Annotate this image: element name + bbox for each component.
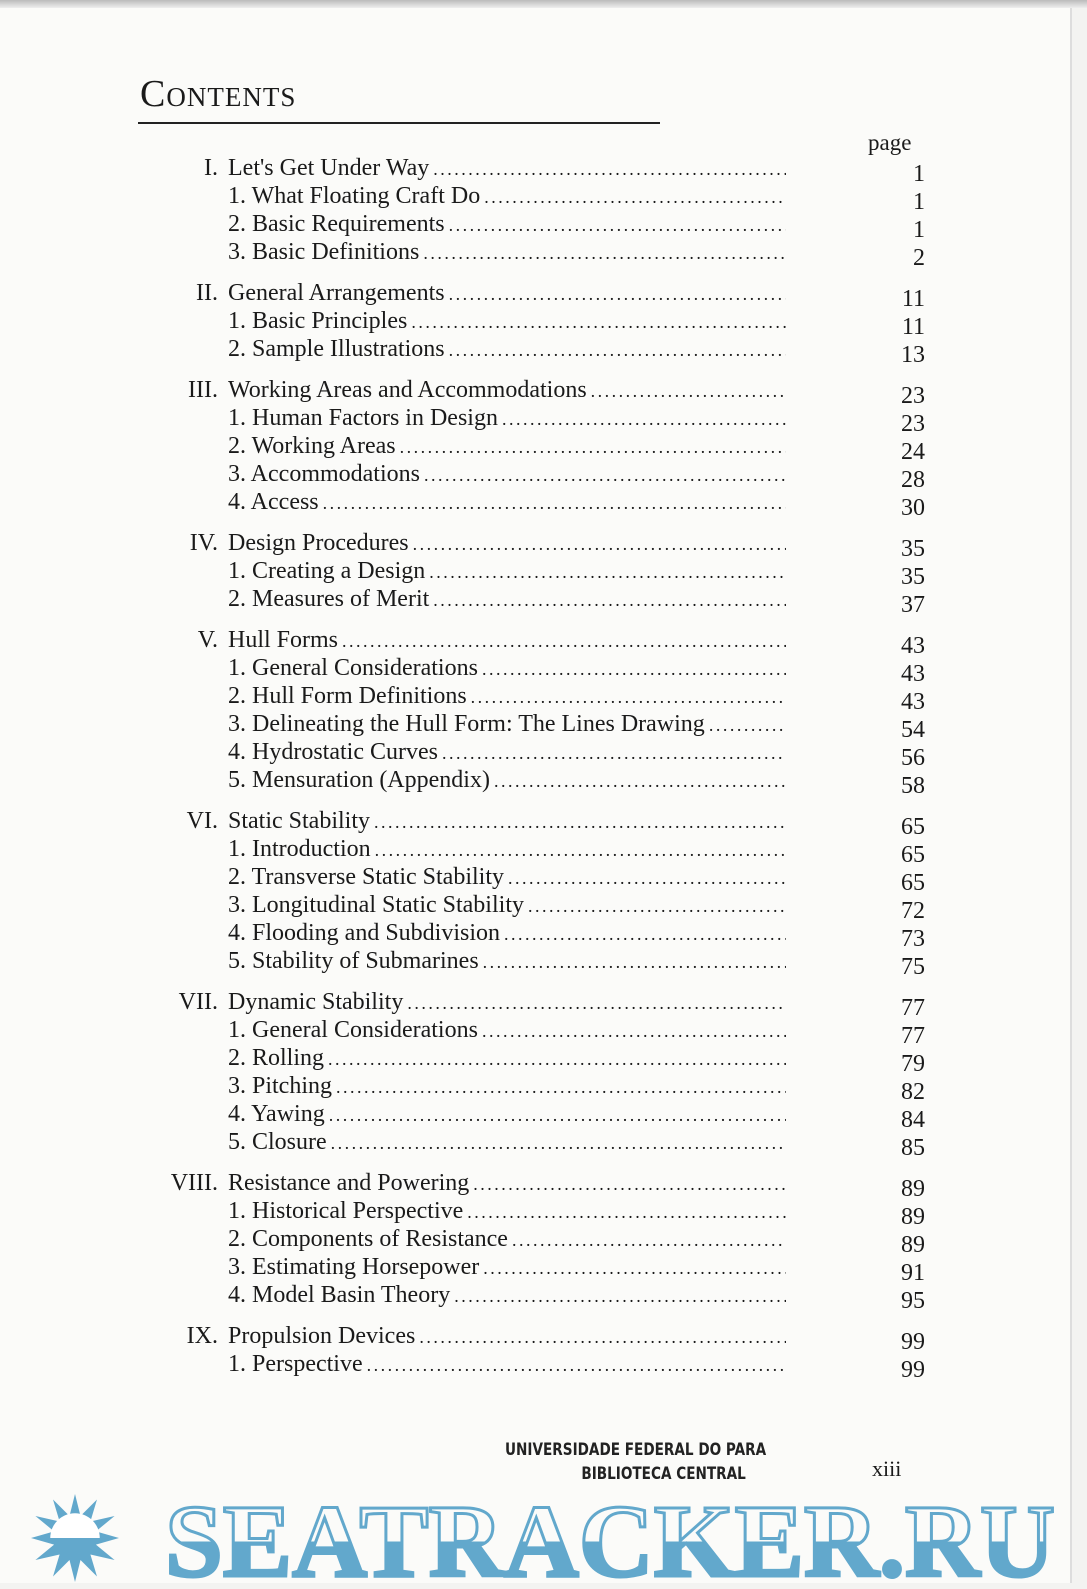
entry-title: 1. Creating a Design — [228, 558, 426, 584]
dot-leader — [508, 868, 786, 889]
page-number: 11 — [901, 314, 925, 340]
page-number: 58 — [901, 773, 925, 799]
entry-title: 5. Closure — [228, 1129, 327, 1155]
page-number: 79 — [901, 1051, 925, 1077]
dot-leader — [471, 687, 786, 708]
dot-leader — [449, 284, 786, 305]
entry-title: 3. Pitching — [228, 1073, 333, 1099]
entry-title: 3. Longitudinal Static Stability — [228, 892, 524, 918]
dot-leader — [483, 1258, 786, 1279]
page-number: 75 — [901, 954, 925, 980]
chapter-entry — [140, 155, 925, 187]
dot-leader — [442, 743, 786, 764]
dot-leader — [375, 840, 786, 861]
dot-leader — [473, 1174, 786, 1195]
page-number: 30 — [901, 495, 925, 521]
page-number: 77 — [901, 995, 925, 1021]
watermark-text: SEATRACKER.RU — [165, 1492, 1055, 1584]
entry-title: General Arrangements — [228, 280, 445, 306]
entry-title: Resistance and Powering — [228, 1170, 470, 1196]
dot-leader — [709, 715, 786, 736]
entry-title: 3. Basic Definitions — [228, 239, 420, 265]
entry-title: 1. Human Factors in Design — [228, 405, 498, 431]
dot-leader — [433, 590, 786, 611]
library-stamp — [505, 1438, 766, 1486]
entry-title: 1. General Considerations — [228, 655, 478, 681]
page-number: 11 — [901, 286, 925, 312]
page-number: 35 — [901, 564, 925, 590]
page-number: 37 — [901, 592, 925, 618]
title-rule — [138, 122, 660, 124]
entry-title: 2. Basic Requirements — [228, 211, 445, 237]
chapter-entry — [140, 989, 925, 1021]
page-number: 43 — [901, 661, 925, 687]
page-number: 54 — [901, 717, 925, 743]
chapter-entry — [140, 808, 925, 840]
chapter-numeral: VII. — [178, 989, 218, 1015]
dot-leader — [411, 312, 786, 333]
watermark-logo — [0, 1492, 1087, 1584]
page-number: 24 — [901, 439, 925, 465]
entry-title: 1. Historical Perspective — [228, 1198, 464, 1224]
dot-leader — [483, 952, 786, 973]
entry-title: Dynamic Stability — [228, 989, 404, 1015]
entry-title: Let's Get Under Way — [228, 155, 430, 181]
entry-title: 4. Yawing — [228, 1101, 325, 1127]
dot-leader — [528, 896, 786, 917]
chapter-entry — [140, 280, 925, 312]
dot-leader — [449, 215, 786, 236]
dot-leader — [484, 187, 786, 208]
chapter-entry — [140, 1323, 925, 1355]
entry-title: 5. Stability of Submarines — [228, 948, 479, 974]
entry-title: 3. Accommodations — [228, 461, 420, 487]
chapter-numeral: III. — [188, 377, 218, 403]
dot-leader — [433, 159, 786, 180]
entry-title: 4. Flooding and Subdivision — [228, 920, 501, 946]
chapter-numeral: VIII. — [170, 1170, 218, 1196]
chapter-numeral: V. — [197, 627, 218, 653]
dot-leader — [502, 409, 786, 430]
dot-leader — [423, 243, 786, 264]
page-number: 99 — [901, 1357, 925, 1383]
page-number: 65 — [901, 814, 925, 840]
page-number: 43 — [901, 633, 925, 659]
entry-title: 2. Rolling — [228, 1045, 325, 1071]
entry-title: Design Procedures — [228, 530, 409, 556]
entry-title: 2. Working Areas — [228, 433, 396, 459]
document-page — [0, 8, 1072, 1583]
entry-title: 5. Mensuration (Appendix) — [228, 767, 490, 793]
entry-title: 2. Transverse Static Stability — [228, 864, 504, 890]
page-number: 77 — [901, 1023, 925, 1049]
page-number: 28 — [901, 467, 925, 493]
page-number: 23 — [901, 411, 925, 437]
entry-title: 3. Delineating the Hull Form: The Lines Drawing — [228, 711, 705, 737]
page-number: 99 — [901, 1329, 925, 1355]
dot-leader — [419, 1327, 786, 1348]
dot-leader — [413, 534, 786, 555]
entry-title: 2. Components of Resistance — [228, 1226, 508, 1252]
table-of-contents — [140, 155, 925, 1383]
dot-leader — [342, 631, 786, 652]
page-folio: xiii — [872, 1456, 902, 1481]
dot-leader — [482, 659, 786, 680]
dot-leader — [504, 924, 786, 945]
page-number: 1 — [913, 217, 925, 243]
chapter-entry — [140, 1170, 925, 1202]
dot-leader — [336, 1077, 786, 1098]
page-number: 89 — [901, 1204, 925, 1230]
page-number: 23 — [901, 383, 925, 409]
page-number: 65 — [901, 870, 925, 896]
entry-title: 1. What Floating Craft Do — [228, 183, 481, 209]
dot-leader — [494, 771, 786, 792]
page-number: 73 — [901, 926, 925, 952]
page-number: 89 — [901, 1176, 925, 1202]
dot-leader — [424, 465, 786, 486]
dot-leader — [482, 1021, 786, 1042]
page-number: 82 — [901, 1079, 925, 1105]
page-number: 89 — [901, 1232, 925, 1258]
entry-title: 1. Basic Principles — [228, 308, 408, 334]
entry-title: Static Stability — [228, 808, 370, 834]
dot-leader — [323, 493, 786, 514]
page-number: 43 — [901, 689, 925, 715]
dot-leader — [407, 993, 786, 1014]
dot-leader — [429, 562, 786, 583]
dot-leader — [331, 1133, 786, 1154]
page-number: 91 — [901, 1260, 925, 1286]
entry-title: 2. Sample Illustrations — [228, 336, 445, 362]
dot-leader — [329, 1105, 786, 1126]
chapter-numeral: IV. — [189, 530, 218, 556]
page-number: 1 — [913, 161, 925, 187]
entry-title: 4. Model Basin Theory — [228, 1282, 451, 1308]
page-number: 85 — [901, 1135, 925, 1161]
entry-title: Propulsion Devices — [228, 1323, 416, 1349]
chapter-numeral: I. — [204, 155, 218, 181]
page-number: 56 — [901, 745, 925, 771]
dot-leader — [591, 381, 786, 402]
dot-leader — [374, 812, 786, 833]
page-number: 1 — [913, 189, 925, 215]
page-number: 65 — [901, 842, 925, 868]
stamp-line-1: UNIVERSIDADE FEDERAL DO PARA — [505, 1440, 767, 1460]
entry-title: 4. Hydrostatic Curves — [228, 739, 438, 765]
dot-leader — [400, 437, 786, 458]
chapter-entry — [140, 627, 925, 659]
page-number: 2 — [913, 245, 925, 271]
page-number: 84 — [901, 1107, 925, 1133]
page-number: 72 — [901, 898, 925, 924]
scan-edge — [0, 0, 1087, 8]
chapter-numeral: II. — [196, 280, 218, 306]
chapter-numeral: IX. — [186, 1323, 218, 1349]
page-number: 35 — [901, 536, 925, 562]
entry-title: Hull Forms — [228, 627, 339, 653]
page-number: 13 — [901, 342, 925, 368]
dot-leader — [467, 1202, 786, 1223]
dot-leader — [449, 340, 786, 361]
entry-title: 1. General Considerations — [228, 1017, 478, 1043]
entry-title: 1. Perspective — [228, 1351, 363, 1377]
dot-leader — [328, 1049, 786, 1070]
chapter-numeral: VI. — [186, 808, 218, 834]
entry-title: 4. Access — [228, 489, 319, 515]
page-title: Contents — [140, 73, 297, 115]
dot-leader — [367, 1355, 786, 1376]
page-number: 95 — [901, 1288, 925, 1314]
page-column-header: page — [868, 130, 912, 155]
entry-title: Working Areas and Accommodations — [228, 377, 587, 403]
entry-title: 2. Hull Form Definitions — [228, 683, 467, 709]
stamp-line-2: BIBLIOTECA CENTRAL — [581, 1464, 746, 1484]
dot-leader — [512, 1230, 786, 1251]
chapter-entry — [140, 530, 925, 562]
entry-title: 1. Introduction — [228, 836, 371, 862]
sun-icon — [31, 1494, 119, 1582]
dot-leader — [454, 1286, 786, 1307]
chapter-entry — [140, 377, 925, 409]
entry-title: 3. Estimating Horsepower — [228, 1254, 480, 1280]
entry-title: 2. Measures of Merit — [228, 586, 430, 612]
